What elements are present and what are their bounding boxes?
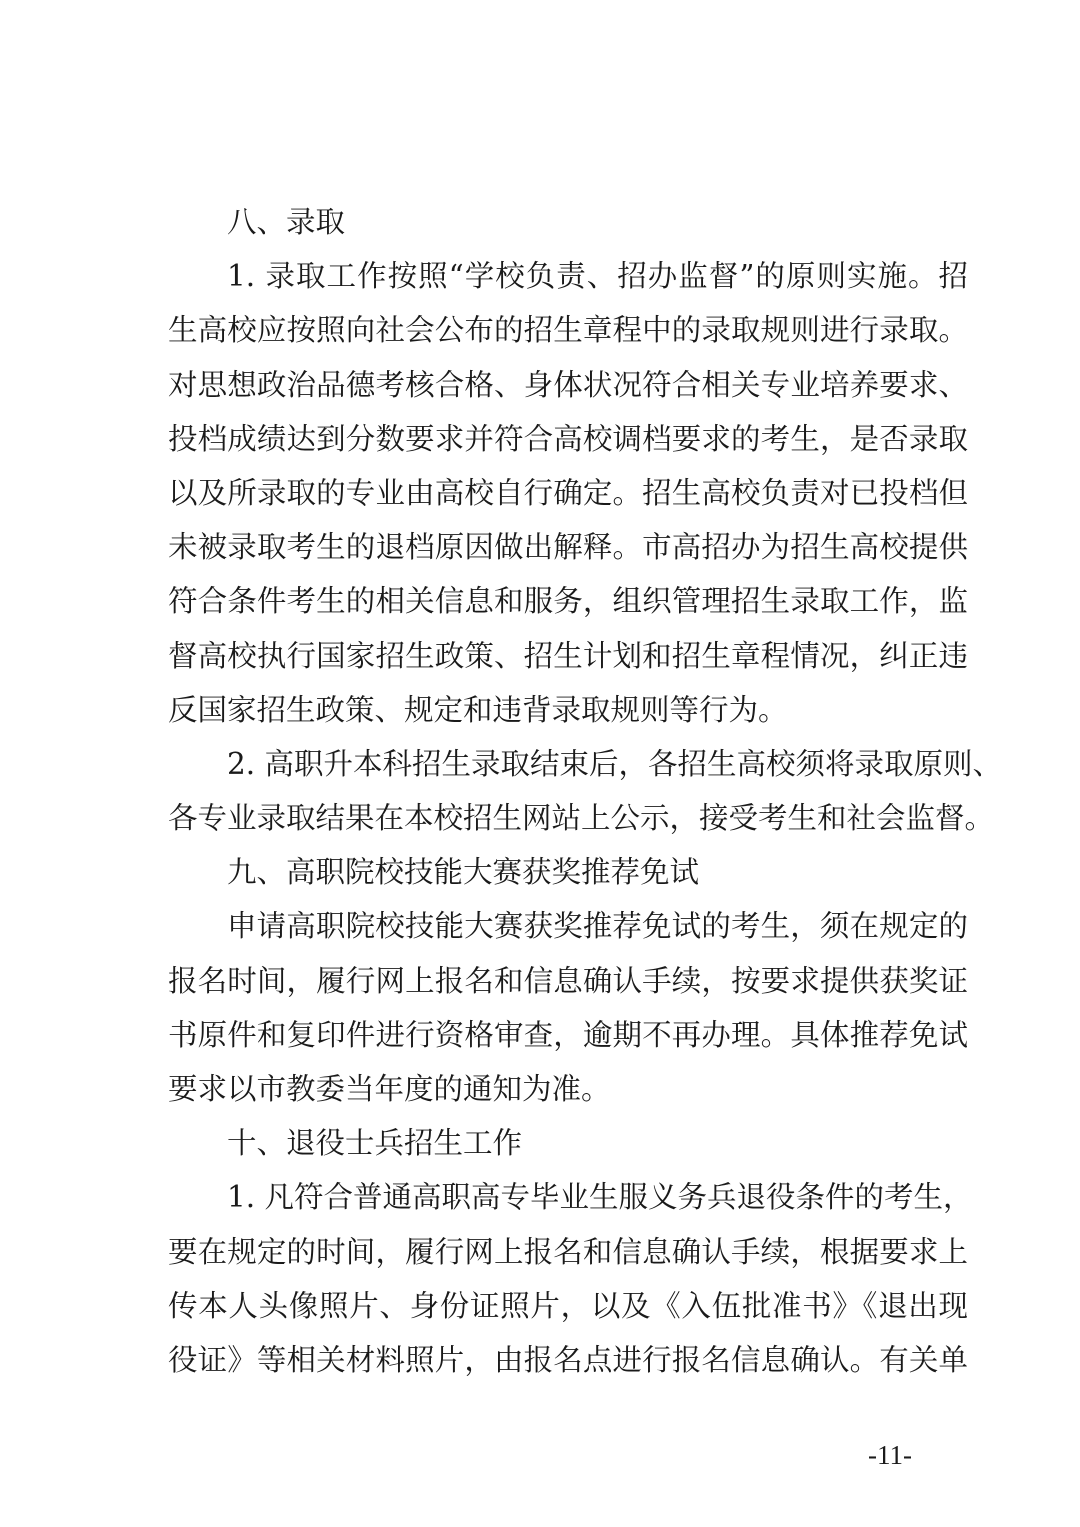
paragraph-line: 要求以市教委当年度的通知为准。 xyxy=(168,1072,611,1106)
paragraph-line: 对思想政治品德考核合格、身体状况符合相关专业培养要求、 xyxy=(168,367,968,402)
paragraph-line: 役证》等相关材料照片，由报名点进行报名信息确认。有关单 xyxy=(168,1342,968,1377)
paragraph-line: 2. 高职升本科招生录取结束后，各招生高校须将录取原则、 xyxy=(227,746,1003,781)
paragraph-line: 书原件和复印件进行资格审查，逾期不再办理。具体推荐免试 xyxy=(168,1017,968,1052)
paragraph-line: 各专业录取结果在本校招生网站上公示，接受考生和社会监督。 xyxy=(168,801,995,836)
paragraph-line: 符合条件考生的相关信息和服务，组织管理招生录取工作，监 xyxy=(168,584,968,619)
paragraph-line: 以及所录取的专业由高校自行确定。招生高校负责对已投档但 xyxy=(168,475,968,510)
paragraph-line: 报名时间，履行网上报名和信息确认手续，按要求提供获奖证 xyxy=(168,963,968,998)
paragraph-line: 未被录取考生的退档原因做出解释。市高招办为招生高校提供 xyxy=(168,530,968,565)
document-body xyxy=(168,195,1003,1387)
paragraph-line: 传本人头像照片、身份证照片，以及《入伍批准书》《退出现 xyxy=(168,1288,968,1323)
paragraph-line: 1. 凡符合普通高职高专毕业生服义务兵退役条件的考生， xyxy=(227,1180,973,1215)
page-number: -11- xyxy=(868,1440,912,1470)
paragraph-line: 申请高职院校技能大赛获奖推荐免试的考生，须在规定的 xyxy=(227,909,968,944)
section-heading: 九、高职院校技能大赛获奖推荐免试 xyxy=(227,855,700,890)
section-heading: 八、录取 xyxy=(227,205,346,239)
section-heading: 十、退役士兵招生工作 xyxy=(227,1126,523,1161)
paragraph-line: 督高校执行国家招生政策、招生计划和招生章程情况，纠正违 xyxy=(168,638,968,673)
paragraph-line: 反国家招生政策、规定和违背录取规则等行为。 xyxy=(168,692,788,727)
paragraph-line: 要在规定的时间，履行网上报名和信息确认手续，根据要求上 xyxy=(168,1234,968,1269)
paragraph-line: 投档成绩达到分数要求并符合高校调档要求的考生，是否录取 xyxy=(168,421,968,456)
paragraph-line: 1. 录取工作按照“学校负责、招办监督”的原则实施。招 xyxy=(227,259,968,294)
paragraph-line: 生高校应按照向社会公布的招生章程中的录取规则进行录取。 xyxy=(168,313,968,348)
